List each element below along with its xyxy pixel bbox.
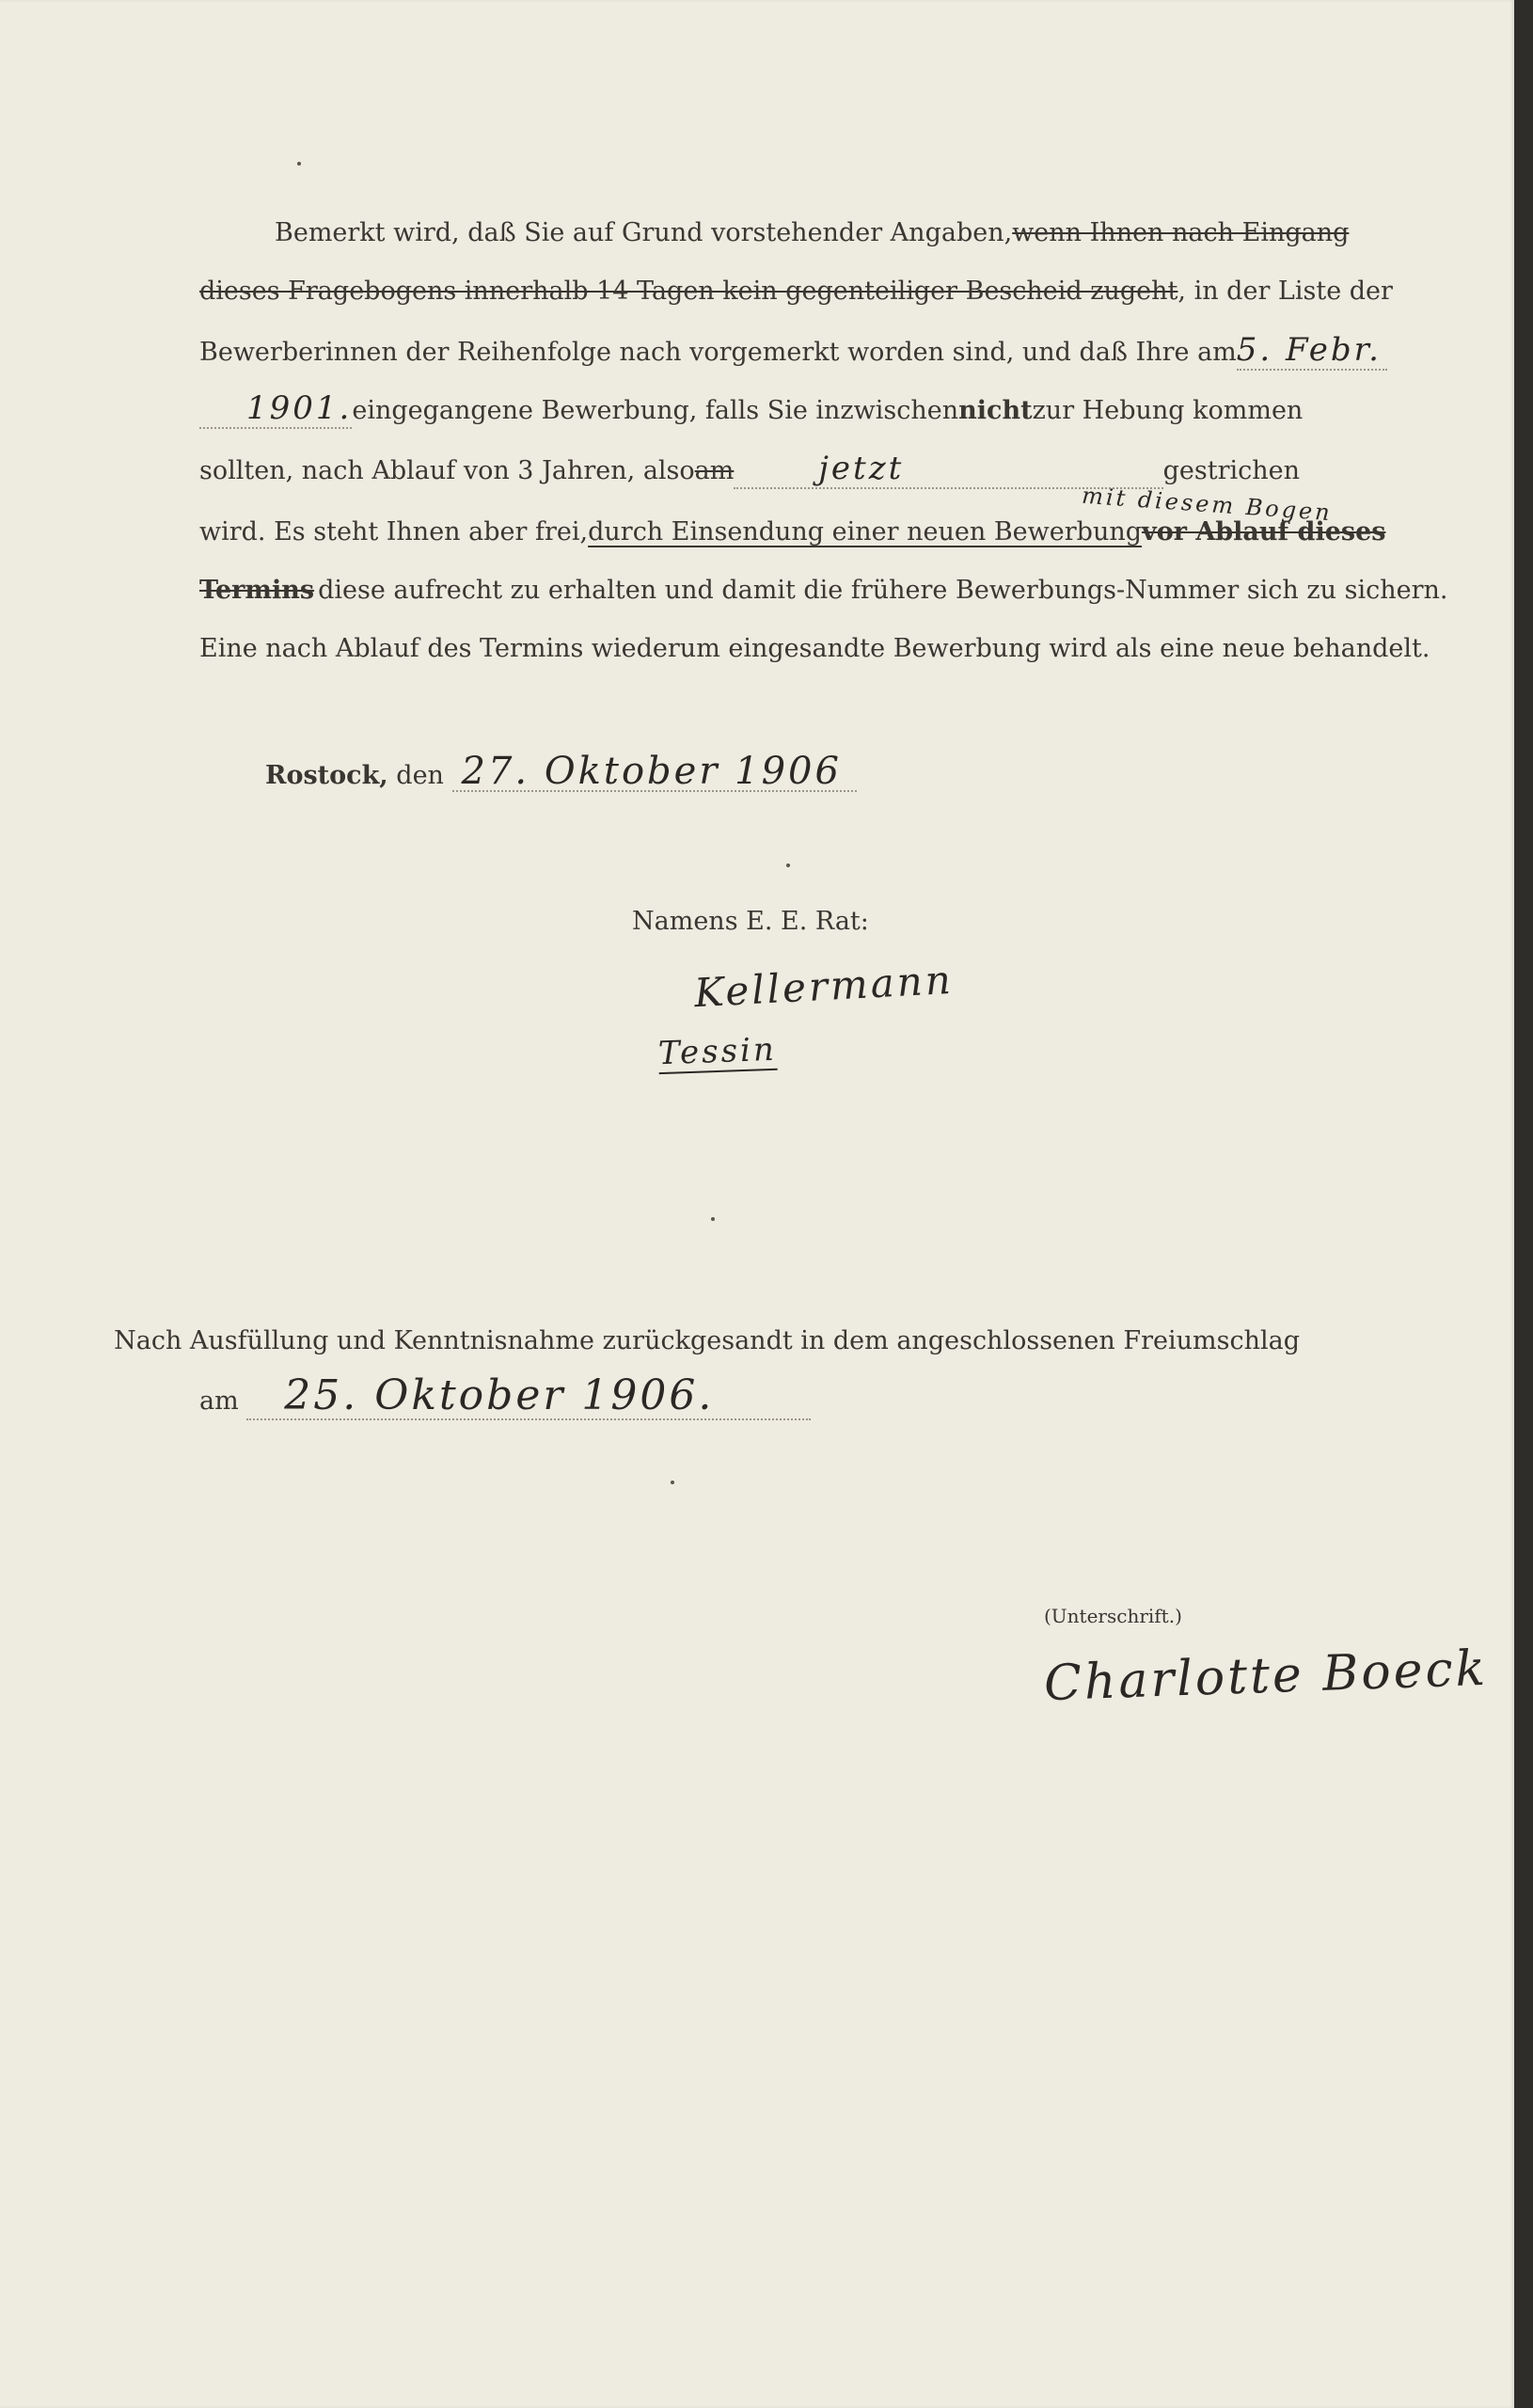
- return-note-line: [114, 1323, 1300, 1360]
- paragraph-line-4: [199, 389, 1304, 430]
- line2-struck: dieses Fragebogens innerhalb 14 Tagen kein gegenteiliger Bescheid zugeht: [199, 277, 1178, 306]
- paragraph-line-6: [199, 514, 1386, 551]
- paragraph-line-1: [199, 214, 1350, 252]
- line2-text: , in der Liste der: [1177, 277, 1393, 306]
- line8-text: Eine nach Ablauf des Termins wiederum eingesandte Bewerbung wird als eine neue behandelt.: [199, 634, 1430, 663]
- signature-label: (Unterschrift.): [1044, 1605, 1182, 1627]
- line4-text: eingegangene Bewerbung, falls Sie inzwischen: [352, 396, 959, 425]
- scan-edge: [1514, 0, 1533, 2408]
- handwritten-insert: mit diesem Bogen: [1081, 482, 1334, 527]
- official-signature: Kellermann: [692, 956, 955, 1017]
- city: Rostock,: [265, 761, 388, 790]
- handwritten-year: 1901.: [199, 389, 352, 429]
- handwritten-jetzt: jetzt: [734, 450, 1162, 489]
- return-date-line: [199, 1373, 811, 1424]
- paragraph-line-8: [199, 630, 1430, 668]
- paper-speck: [786, 863, 790, 867]
- official-signature-2: Tessin: [657, 1030, 778, 1073]
- paragraph-line-2: [199, 273, 1393, 310]
- am-label: am: [199, 1386, 239, 1416]
- line5-text-end: gestrichen: [1162, 456, 1300, 485]
- line4-text-end: zur Hebung kommen: [1032, 396, 1304, 425]
- paper-speck: [671, 1481, 674, 1484]
- paragraph-line-3: [199, 331, 1382, 372]
- paragraph-line-5: [199, 450, 1300, 490]
- den-label: den: [396, 761, 444, 790]
- line1-struck: wenn Ihnen nach Eingang: [1012, 218, 1350, 247]
- return-note-text: Nach Ausfüllung und Kenntnisnahme zurückgesandt in dem angeschlossenen Freiumschlag: [114, 1326, 1300, 1355]
- line5-struck: am: [694, 456, 735, 485]
- paper-speck: [711, 1217, 715, 1221]
- line6-text: wird. Es steht Ihnen aber frei,: [199, 517, 589, 547]
- line5-text: sollten, nach Ablauf von 3 Jahren, also: [199, 456, 695, 485]
- paragraph-line-7: [199, 572, 1448, 610]
- place-date: [265, 752, 857, 795]
- line6-underlined: durch Einsendung einer neuen Bewerbung: [588, 517, 1143, 547]
- handwritten-place-date: 27. Oktober 1906: [452, 752, 857, 792]
- authority-label: Namens E. E. Rat:: [632, 907, 869, 936]
- handwritten-date: 5. Febr.: [1237, 331, 1387, 371]
- handwritten-return-date: 25. Oktober 1906.: [246, 1373, 811, 1420]
- line3-text: Bewerberinnen der Reihenfolge nach vorgemerkt worden sind, und daß Ihre am: [199, 338, 1237, 367]
- line7-struck: Termins: [199, 576, 315, 605]
- line6-struck: vor Ablauf dieses: [1142, 517, 1386, 547]
- line1-text: Bemerkt wird, daß Sie auf Grund vorstehender Angaben,: [275, 218, 1013, 247]
- line7-text: diese aufrecht zu erhalten und damit die frühere Bewerbungs-Nummer sich zu sichern.: [318, 576, 1448, 605]
- paper-speck: [297, 162, 301, 166]
- applicant-signature: Charlotte Boeck: [1043, 1640, 1490, 1713]
- line4-bold: nicht: [958, 396, 1033, 425]
